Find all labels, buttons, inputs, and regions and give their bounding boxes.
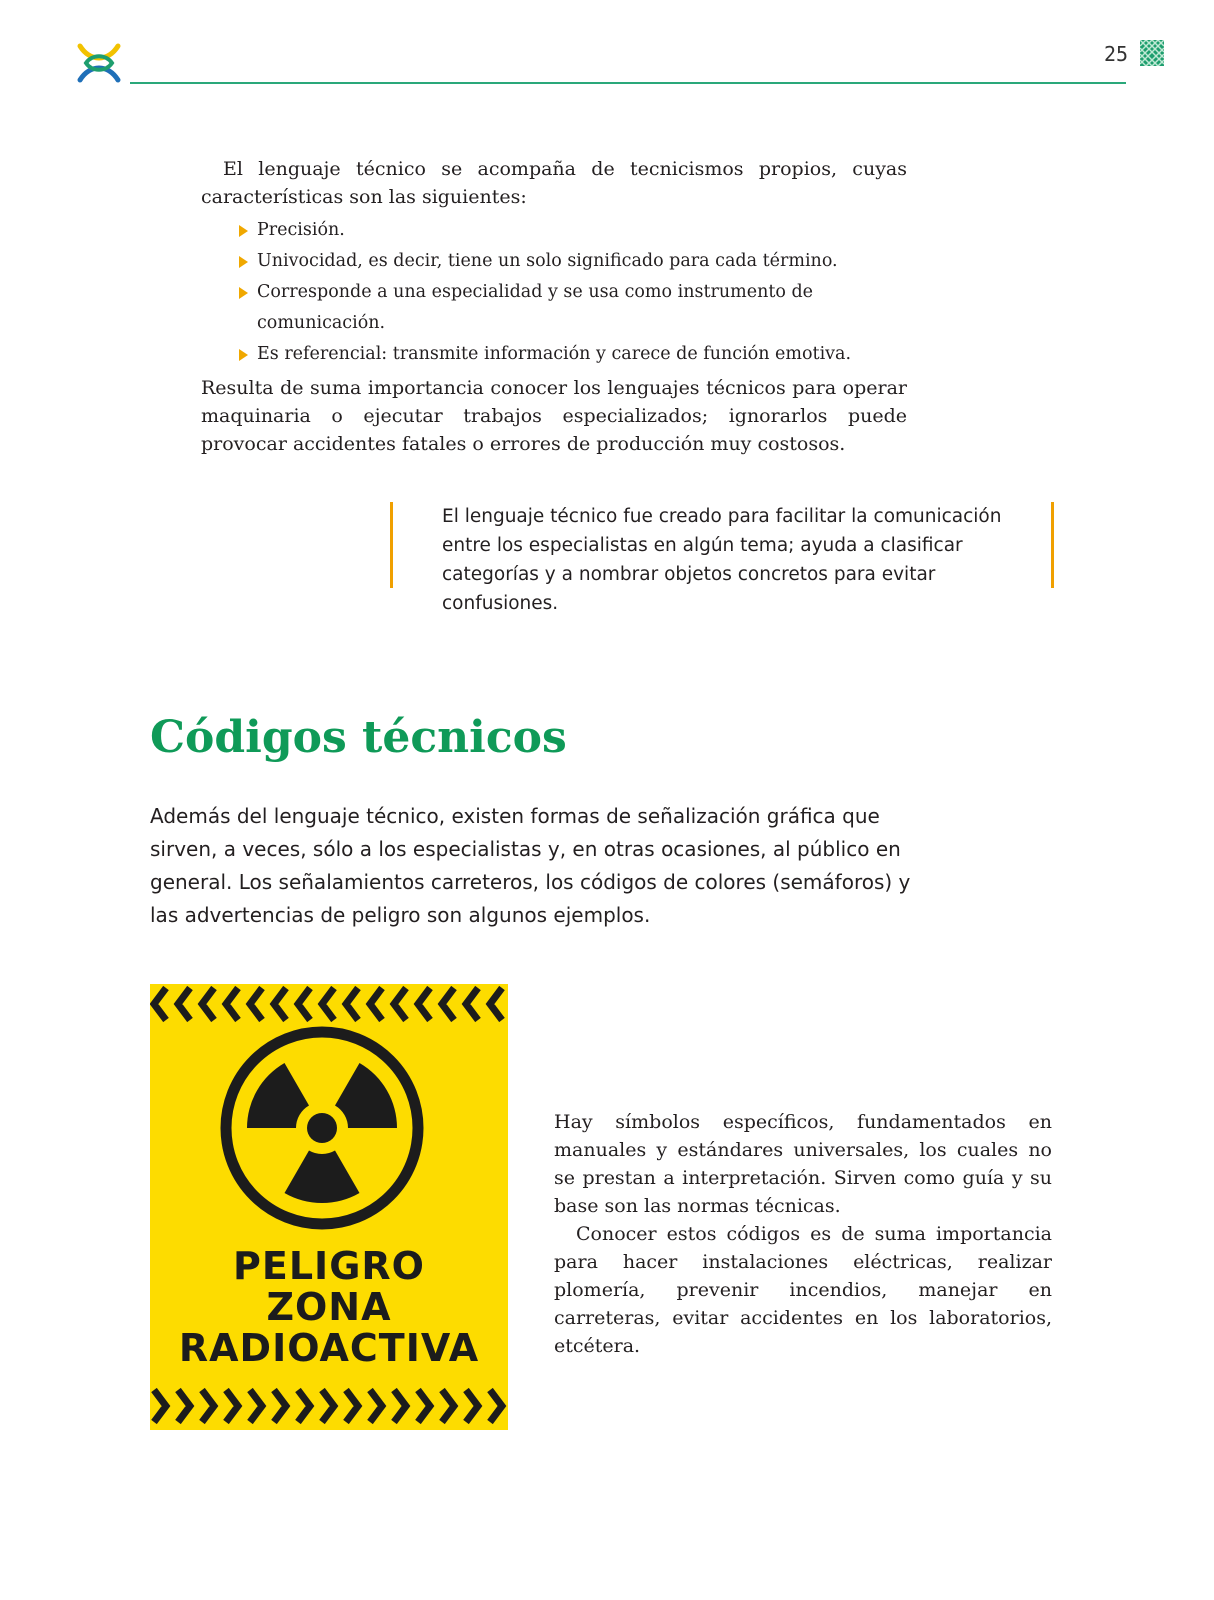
list-item-text: Precisión. [257, 220, 345, 240]
bullet-triangle-icon [239, 287, 248, 299]
list-item-text: Es referencial: transmite información y carece de función emotiva. [257, 344, 852, 364]
list-item-text: Univocidad, es decir, tiene un solo significado para cada término. [257, 251, 838, 271]
side-text [554, 1108, 1052, 1360]
logo-icon [76, 40, 122, 86]
bottom-chevron-band [154, 1390, 502, 1422]
intro-closing: Resulta de suma importancia conocer los lenguajes técnicos para operar maquinaria o ejecutar trabajos especializados; ignorarlos puede provocar accidentes fatales o errores de producción muy costosos. [201, 377, 907, 455]
callout-left-bar [390, 502, 393, 588]
radiation-warning-sign [150, 984, 508, 1430]
list-item [239, 246, 907, 277]
side-paragraph-2: Conocer estos códigos es de suma importancia para hacer instalaciones eléctricas, realizar plomería, prevenir incendios, manejar en carreteras, evitar accidentes en los laboratorios, etcétera. [554, 1223, 1052, 1357]
list-item [239, 339, 907, 370]
section-body: Además del lenguaje técnico, existen formas de señalización gráfica que sirven, a veces, sólo a los especialistas y, en otras ocasiones, al público en general. Los señalamientos carreteros, los códigos de colores (semáforos) y las advertencias de peligro son algunos ejemplos. [150, 804, 911, 927]
header-rule [130, 82, 1126, 84]
side-paragraph-1: Hay símbolos específicos, fundamentados en manuales y estándares universales, los cuales no se prestan a interpretación. Sirven como guía y su base son las normas técnicas. [554, 1111, 1052, 1217]
list-item-text: Corresponde a una especialidad y se usa como instrumento de comunicación. [257, 282, 814, 333]
section-title: Códigos técnicos [150, 712, 567, 763]
sign-line-2: ZONA [266, 1285, 392, 1329]
page-number: 25 [1104, 42, 1129, 66]
callout-right-bar [1051, 502, 1054, 588]
features-list [201, 215, 907, 370]
list-item [239, 277, 907, 339]
callout-text: El lenguaje técnico fue creado para facilitar la comunicación entre los especialistas en algún tema; ayuda a clasificar categorías y a nombrar objetos concretos para evitar confusiones. [442, 506, 1002, 614]
intro-lead: El lenguaje técnico se acompaña de tecnicismos propios, cuyas características son las siguientes: [201, 158, 907, 208]
callout-box [390, 502, 1054, 614]
sign-text [150, 1246, 508, 1369]
bullet-triangle-icon [239, 349, 248, 361]
sign-line-1: PELIGRO [233, 1244, 425, 1288]
list-item [239, 215, 907, 246]
bullet-triangle-icon [239, 225, 248, 237]
top-chevron-band [154, 988, 502, 1020]
corner-pattern-icon [1140, 40, 1164, 66]
sign-line-3: RADIOACTIVA [178, 1326, 480, 1370]
bullet-triangle-icon [239, 256, 248, 268]
radiation-icon [226, 1032, 418, 1224]
intro-section [201, 155, 907, 458]
